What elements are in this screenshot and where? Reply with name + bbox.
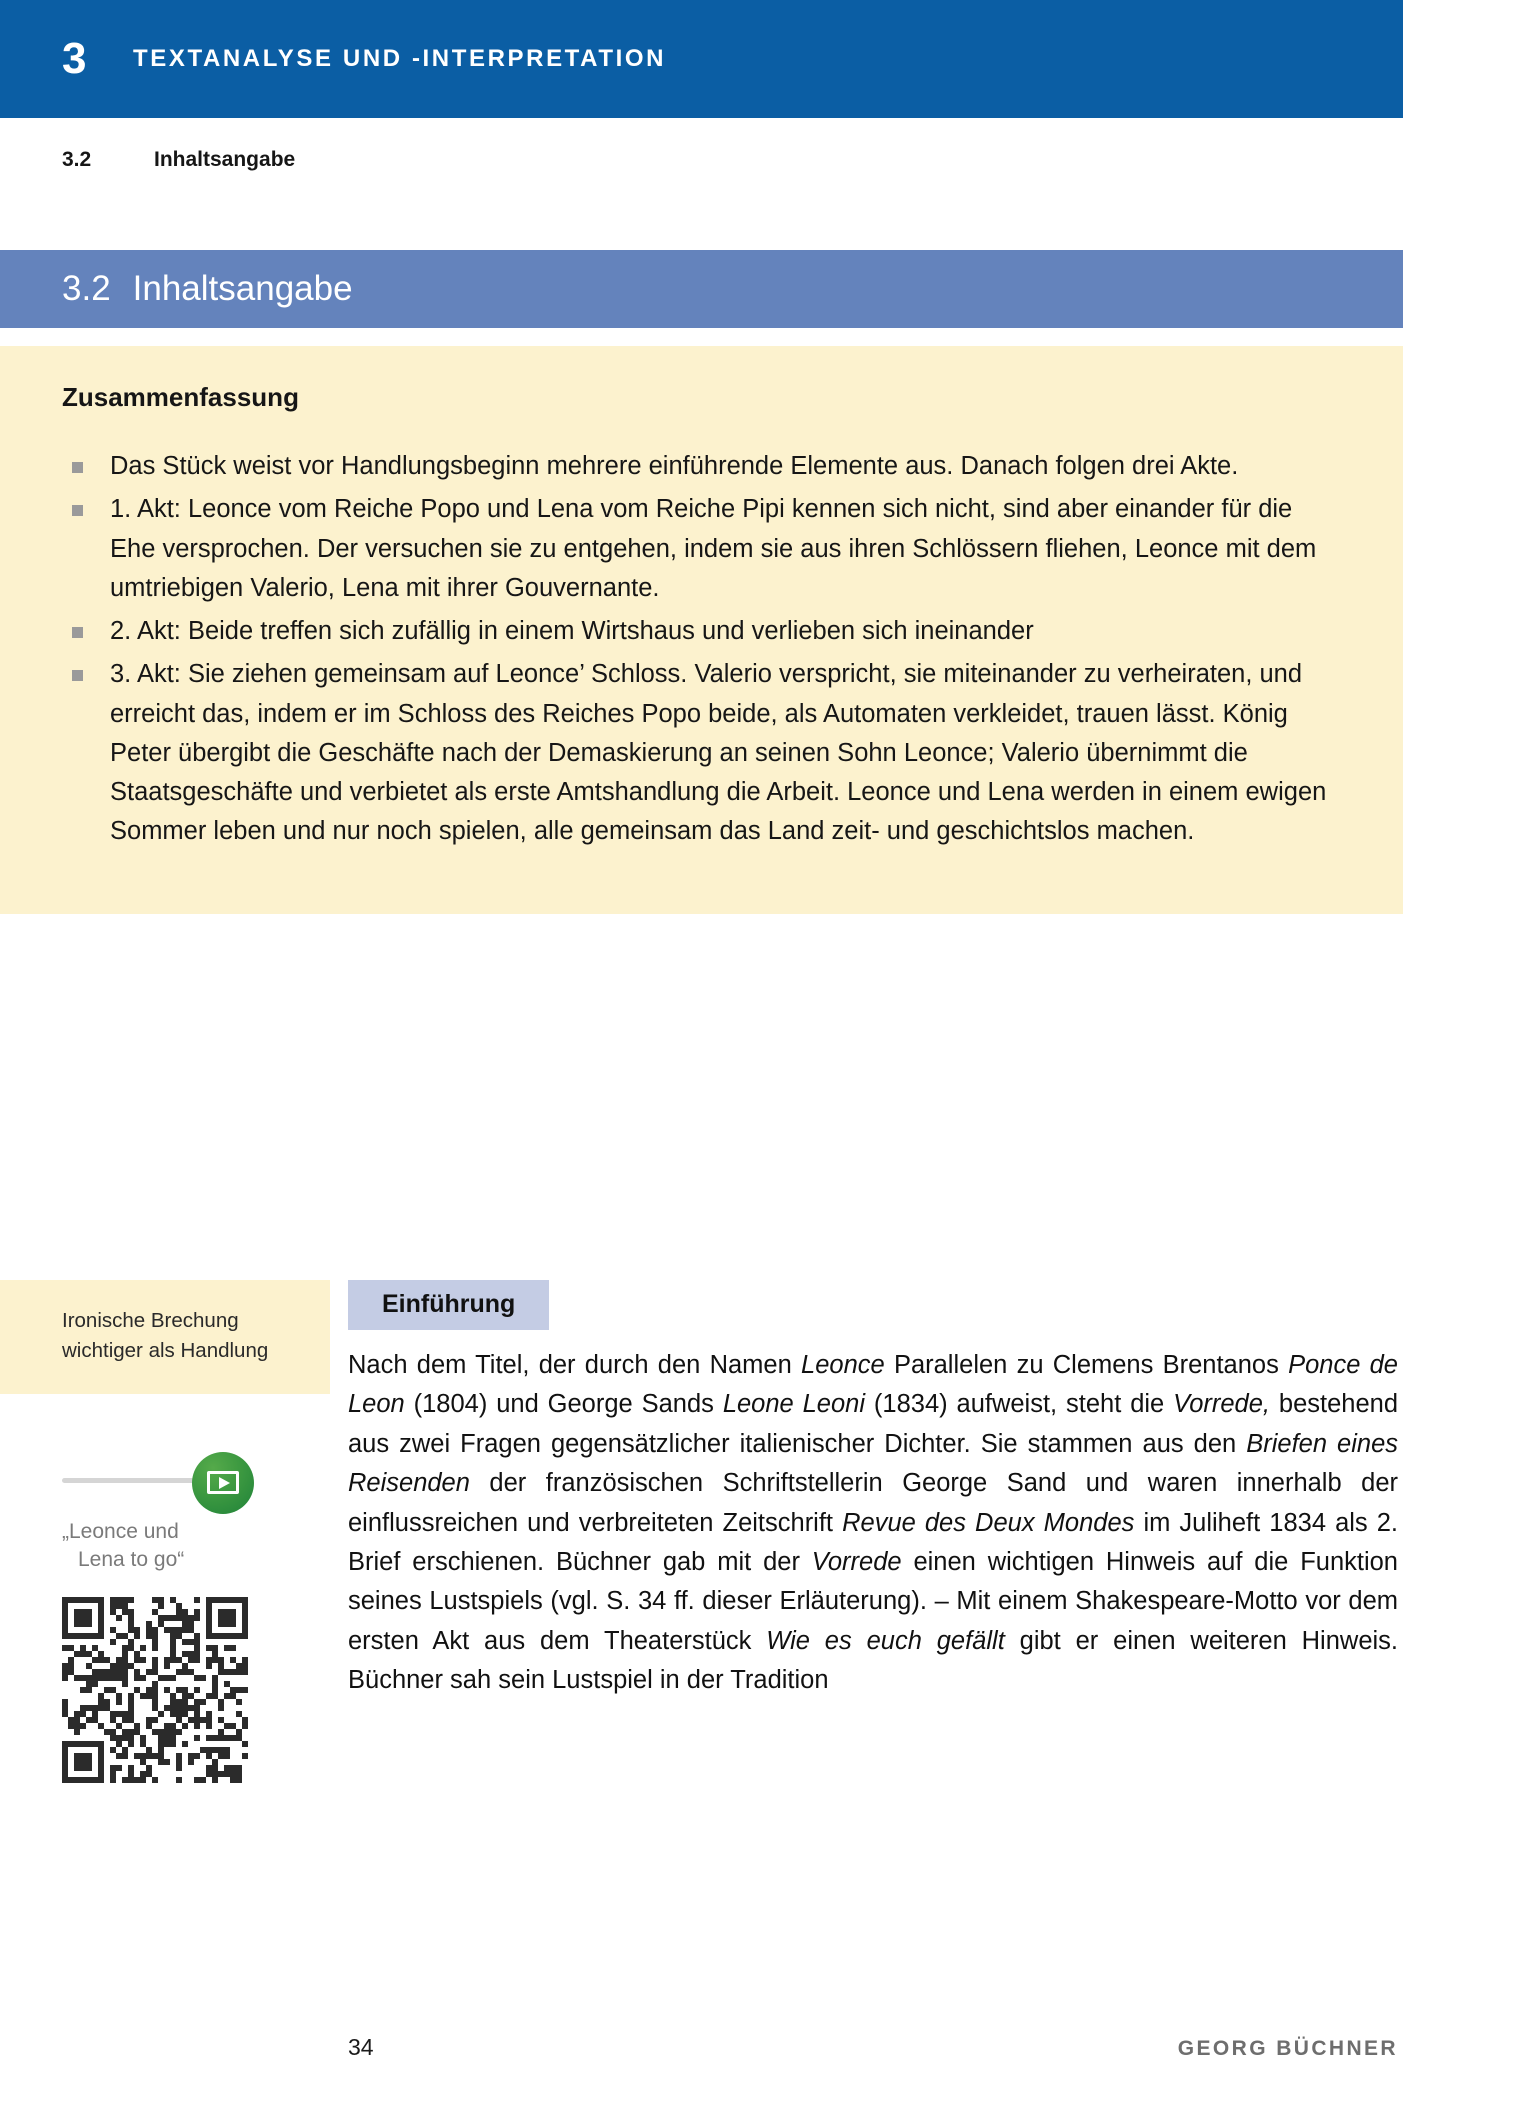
qr-code-wrapper[interactable] bbox=[62, 1597, 330, 1783]
list-item bbox=[62, 490, 1341, 608]
footer-book-title: GEORG BÜCHNER bbox=[1177, 2037, 1398, 2060]
media-caption-line2: Lena to go“ bbox=[78, 1548, 185, 1572]
section-number: 3.2 bbox=[62, 269, 111, 308]
summary-bullet-text: 1. Akt: Leonce vom Reiche Popo und Lena vom Reiche Pipi kennen sich nicht, sind aber einander für die Ehe versprochen. Der versuchen sie zu entgehen, indem sie aus ihren Schlössern fliehen, Leonce mit dem umtriebigen Valerio, Lena mit ihrer Gouvernante. bbox=[110, 495, 1317, 602]
list-item bbox=[62, 447, 1341, 486]
summary-box bbox=[0, 346, 1403, 914]
list-item bbox=[62, 655, 1341, 851]
chapter-title: TEXTANALYSE UND -INTERPRETATION bbox=[132, 45, 667, 72]
margin-note: Ironische Brechung wichtiger als Handlung bbox=[0, 1280, 330, 1394]
running-head bbox=[62, 148, 295, 172]
play-triangle-icon bbox=[219, 1477, 230, 1489]
play-video-icon[interactable] bbox=[192, 1452, 254, 1514]
square-bullet-icon bbox=[72, 505, 83, 516]
square-bullet-icon bbox=[72, 670, 83, 681]
section-title-bar bbox=[0, 250, 1403, 328]
summary-bullet-text: 3. Akt: Sie ziehen gemeinsam auf Leonce’ Schloss. Valerio verspricht, sie miteinander zu verheiraten, und erreicht das, indem er im Schloss des Reiches Popo beide, als Automaten verkleidet, trauen lässt. König Peter übergibt die Geschäfte nach der Demaskierung an seinen Sohn Leonce; Valerio übernimmt die Staatsgeschäfte und verbietet als erste Amtshandlung die Arbeit. Leonce und Lena werden in einem ewigen Sommer leben und nur noch spielen, alle gemeinsam das Land zeit- und geschichtslos machen. bbox=[110, 660, 1327, 846]
running-head-number: 3.2 bbox=[62, 148, 92, 171]
section-title: Inhaltsangabe bbox=[132, 269, 353, 308]
media-block bbox=[0, 1446, 330, 1783]
media-rule-row bbox=[62, 1446, 278, 1516]
media-caption bbox=[62, 1518, 262, 1575]
chapter-header-bar bbox=[0, 0, 1403, 118]
einfuehrung-badge: Einführung bbox=[348, 1280, 549, 1330]
page-footer bbox=[348, 2034, 1398, 2061]
summary-list bbox=[62, 447, 1341, 852]
square-bullet-icon bbox=[72, 462, 83, 473]
video-frame-icon bbox=[207, 1471, 239, 1494]
square-bullet-icon bbox=[72, 627, 83, 638]
media-caption-line1: „Leonce und bbox=[62, 1519, 179, 1543]
page-number: 34 bbox=[348, 2034, 374, 2060]
body-paragraph: Nach dem Titel, der durch den Namen Leonce Parallelen zu Clemens Brentanos Ponce de Leon (1804) und George Sands Leone Leoni (1834) aufweist, steht die Vorrede, bestehend aus zwei Fragen gegensätzlicher italienischer Dichter. Sie stammen aus den Briefen eines Reisenden der französischen Schriftstellerin George Sand und waren innerhalb der einflussreichen und verbreiteten Zeitschrift Revue des Deux Mondes im Juliheft 1834 als 2. Brief erschienen. Büchner gab mit der Vorrede einen wichtigen Hinweis auf die Funktion seines Lustspiels (vgl. S. 34 ff. dieser Erläuterung). – Mit einem Shakespeare-Motto vor dem ersten Akt aus dem Theaterstück Wie es euch gefällt gibt er einen weiteren Hinweis. Büchner sah sein Lustspiel in der Tradition bbox=[348, 1351, 1399, 1695]
list-item bbox=[62, 612, 1341, 651]
qr-code-icon[interactable] bbox=[62, 1597, 248, 1783]
chapter-number: 3 bbox=[62, 34, 87, 83]
running-head-label: Inhaltsangabe bbox=[154, 148, 296, 171]
summary-bullet-text: 2. Akt: Beide treffen sich zufällig in einem Wirtshaus und verlieben sich ineinander bbox=[110, 617, 1034, 646]
main-text-column bbox=[348, 1280, 1398, 1701]
summary-heading: Zusammenfassung bbox=[62, 382, 299, 412]
margin-column bbox=[0, 1280, 330, 1783]
summary-bullet-text: Das Stück weist vor Handlungsbeginn mehrere einführende Elemente aus. Danach folgen drei Akte. bbox=[110, 452, 1239, 480]
